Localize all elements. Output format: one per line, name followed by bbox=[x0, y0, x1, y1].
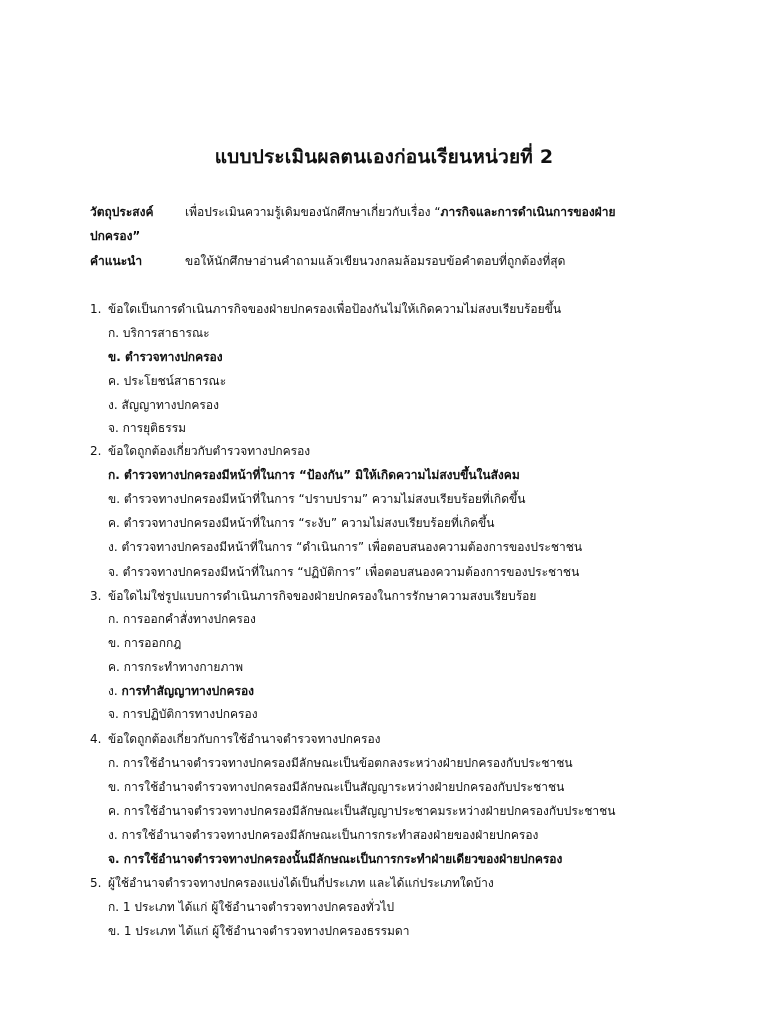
q2-option-c: ค. ตำรวจทางปกครองมีหน้าที่ในการ “ระงับ” ความไม่สงบเรียบร้อยที่เกิดขึ้น bbox=[108, 516, 495, 530]
q2-option-d: ง. ตำรวจทางปกครองมีหน้าที่ในการ “ดำเนินการ” เพื่อตอบสนองความต้องการของประชาชน bbox=[108, 540, 583, 554]
q4-option-b: ข. การใช้อำนาจตำรวจทางปกครองมีลักษณะเป็นสัญญาระหว่างฝ่ายปกครองกับประชาชน bbox=[108, 780, 565, 794]
question-text: ข้อใดเป็นการดำเนินภารกิจของฝ่ายปกครองเพื่อป้องกันไม่ให้เกิดความไม่สงบเรียบร้อยขึ้น bbox=[108, 302, 562, 316]
objective-text-prefix: เพื่อประเมินความรู้เดิมของนักศึกษาเกี่ยวกับเรื่อง “ bbox=[185, 205, 441, 219]
q3-option-d-prefix: ง. bbox=[108, 684, 122, 698]
question-text: ข้อใดถูกต้องเกี่ยวกับการใช้อำนาจตำรวจทางปกครอง bbox=[108, 732, 381, 746]
question-number: 3. bbox=[90, 589, 102, 603]
objective-topic-part1: ภารกิจและการดำเนินการของฝ่าย bbox=[440, 205, 616, 219]
q2-option-e: จ. ตำรวจทางปกครองมีหน้าที่ในการ “ปฏิบัติการ” เพื่อตอบสนองความต้องการของประชาชน bbox=[108, 565, 580, 579]
q2-option-b: ข. ตำรวจทางปกครองมีหน้าที่ในการ “ปราบปราม” ความไม่สงบเรียบร้อยที่เกิดขึ้น bbox=[108, 492, 526, 506]
question-text: ข้อใดไม่ใช่รูปแบบการดำเนินภารกิจของฝ่ายปกครองในการรักษาความสงบเรียบร้อย bbox=[108, 589, 537, 603]
q3-option-c: ค. การกระทำทางกายภาพ bbox=[108, 660, 244, 674]
objective-text-line2 bbox=[90, 224, 140, 248]
q3-option-b: ข. การออกกฎ bbox=[108, 636, 182, 650]
q1-option-c: ค. ประโยชน์สาธารณะ bbox=[108, 374, 227, 388]
q1-option-a: ก. บริการสาธารณะ bbox=[108, 326, 210, 340]
q3-option-d-answer: การทำสัญญาทางปกครอง bbox=[121, 684, 255, 698]
q5-option-a: ก. 1 ประเภท ได้แก่ ผู้ใช้อำนาจตำรวจทางปกครองทั่วไป bbox=[108, 900, 395, 914]
question-number: 1. bbox=[90, 302, 102, 316]
objective-text-line1 bbox=[185, 200, 678, 224]
question-text: ผู้ใช้อำนาจตำรวจทางปกครองแบ่งได้เป็นกี่ประเภท และได้แก่ประเภทใดบ้าง bbox=[108, 876, 494, 890]
instruction-text: ขอให้นักศึกษาอ่านคำถามแล้วเขียนวงกลมล้อมรอบข้อคำตอบที่ถูกต้องที่สุด bbox=[185, 254, 566, 268]
q5-option-b: ข. 1 ประเภท ได้แก่ ผู้ใช้อำนาจตำรวจทางปกครองธรรมดา bbox=[108, 924, 410, 938]
q2-option-a: ก. ตำรวจทางปกครองมีหน้าที่ในการ “ป้องกัน” มิให้เกิดความไม่สงบขึ้นในสังคม bbox=[108, 468, 520, 482]
objective-label: วัตถุประสงค์ bbox=[90, 205, 154, 219]
objective-topic-part2: ปกครอง bbox=[90, 229, 133, 243]
q4-option-e: จ. การใช้อำนาจตำรวจทางปกครองนั้นมีลักษณะเป็นการกระทำฝ่ายเดียวของฝ่ายปกครอง bbox=[108, 852, 563, 866]
question-number: 4. bbox=[90, 732, 102, 746]
question-text: ข้อใดถูกต้องเกี่ยวกับตำรวจทางปกครอง bbox=[108, 444, 311, 458]
q4-option-d: ง. การใช้อำนาจตำรวจทางปกครองมีลักษณะเป็นการกระทำสองฝ่ายของฝ่ายปกครอง bbox=[108, 828, 539, 842]
instruction-label: คำแนะนำ bbox=[90, 254, 143, 268]
q3-option-a: ก. การออกคำสั่งทางปกครอง bbox=[108, 612, 256, 626]
question-number: 5. bbox=[90, 876, 102, 890]
q4-option-c: ค. การใช้อำนาจตำรวจทางปกครองมีลักษณะเป็นสัญญาประชาคมระหว่างฝ่ายปกครองกับประชาชน bbox=[108, 804, 616, 818]
page-title: แบบประเมินผลตนเองก่อนเรียนหน่วยที่ 2 bbox=[214, 146, 554, 168]
q1-option-e: จ. การยุติธรรม bbox=[108, 421, 187, 435]
q1-option-d: ง. สัญญาทางปกครอง bbox=[108, 398, 219, 412]
q3-option-d bbox=[108, 683, 254, 699]
q3-option-e: จ. การปฏิบัติการทางปกครอง bbox=[108, 707, 258, 721]
objective-text-suffix: ” bbox=[132, 229, 141, 243]
q4-option-a: ก. การใช้อำนาจตำรวจทางปกครองมีลักษณะเป็นข้อตกลงระหว่างฝ่ายปกครองกับประชาชน bbox=[108, 756, 573, 770]
question-number: 2. bbox=[90, 444, 102, 458]
q1-option-b: ข. ตำรวจทางปกครอง bbox=[108, 350, 223, 364]
